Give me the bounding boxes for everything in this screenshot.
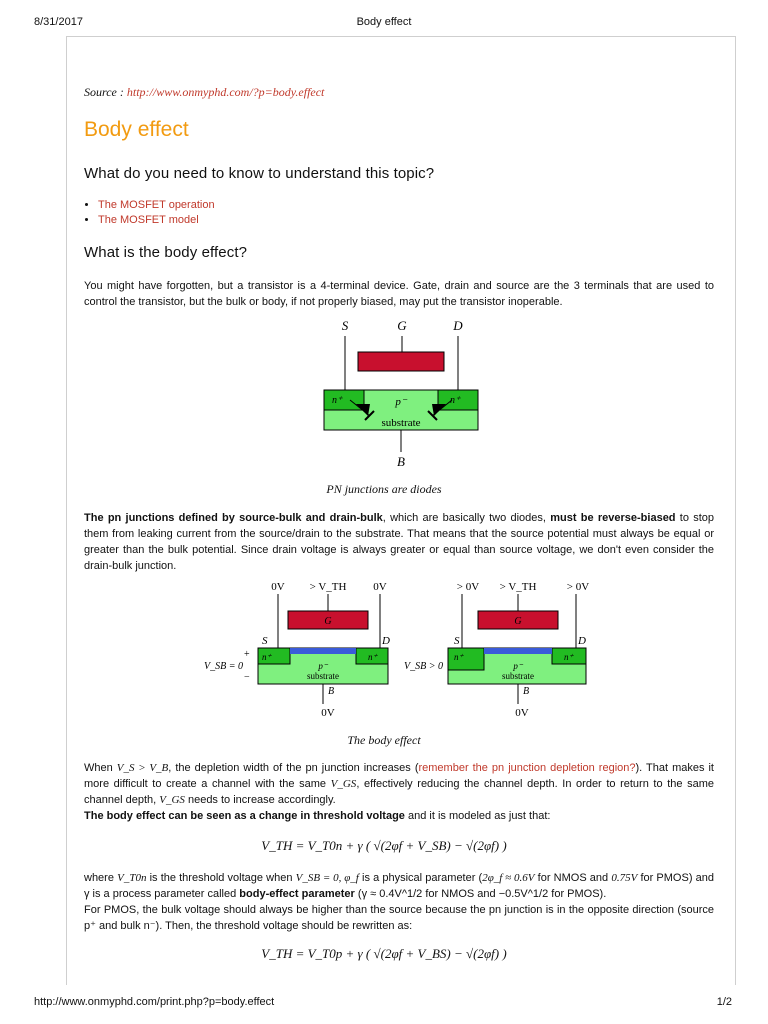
bulk-terminal-label: B bbox=[397, 454, 405, 469]
bold-text: body-effect parameter bbox=[239, 888, 355, 900]
svg-text:−: − bbox=[244, 672, 250, 683]
depletion-paragraph bbox=[84, 760, 714, 824]
math-inline: V_GS bbox=[330, 778, 357, 790]
text-span: for PMOS) and γ is a process parameter called bbox=[84, 872, 714, 900]
gate-electrode bbox=[358, 352, 444, 371]
text-span: to stop them from leaking current from the source/drain to the substrate. That means that the source potential must always be equal or greater than the bulk potential. Since drain voltage is always greater or equal than source voltage, we don't even consider the drain-bulk junction. bbox=[84, 512, 715, 572]
math-inline: V_SB = 0, φ_f bbox=[295, 872, 359, 884]
right-vsb-label: V_SB > 0 bbox=[404, 661, 443, 672]
prerequisite-list bbox=[84, 198, 215, 228]
left-vsb-label: V_SB = 0 bbox=[204, 661, 243, 672]
link-mosfet-model[interactable]: The MOSFET model bbox=[98, 214, 199, 226]
right-source-voltage: > 0V bbox=[456, 581, 480, 593]
figure2-caption: The body effect bbox=[347, 733, 421, 747]
svg-text:p⁻: p⁻ bbox=[318, 661, 328, 671]
svg-text:n⁺: n⁺ bbox=[262, 652, 272, 662]
svg-text:D: D bbox=[578, 635, 586, 647]
figure1-caption: PN junctions are diodes bbox=[326, 482, 442, 496]
math-inline: 0.75V bbox=[611, 872, 638, 884]
link-mosfet-operation[interactable]: The MOSFET operation bbox=[98, 199, 215, 211]
math-inline: V_T0n bbox=[117, 872, 147, 884]
svg-text:substrate: substrate bbox=[502, 671, 534, 681]
svg-text:+: + bbox=[244, 649, 250, 660]
svg-text:p⁻: p⁻ bbox=[513, 661, 523, 671]
left-gate-voltage: > V_TH bbox=[309, 581, 347, 593]
gate-terminal-label: G bbox=[397, 318, 407, 333]
svg-text:G: G bbox=[514, 616, 522, 627]
text-span: is the threshold voltage when bbox=[146, 872, 296, 884]
text-span: , which are basically two diodes, bbox=[382, 512, 551, 524]
print-date: 8/31/2017 bbox=[34, 16, 83, 28]
text-span: For PMOS, the bulk voltage should always be higher than the source because the pn junction is in the opposite direction (source p⁺ and bulk n⁻). Then, the threshold voltage should be rewritten as: bbox=[84, 904, 714, 932]
bold-text: The pn junctions defined by source-bulk and drain-bulk bbox=[84, 512, 383, 524]
parameters-paragraph bbox=[84, 870, 714, 934]
substrate-label: substrate bbox=[381, 417, 421, 429]
print-title: Body effect bbox=[356, 16, 412, 28]
text-span: and it is modeled as just that: bbox=[404, 810, 551, 822]
text-span: where bbox=[84, 872, 118, 884]
threshold-formula-nmos: V_TH = V_T0n + γ ( √(2φf + V_SB) − √(2φf) ) bbox=[261, 838, 507, 853]
svg-text:B: B bbox=[328, 686, 335, 697]
svg-text:G: G bbox=[324, 616, 332, 627]
source-link[interactable]: http://www.onmyphd.com/?p=body.effect bbox=[126, 85, 325, 99]
svg-text:n⁺: n⁺ bbox=[368, 652, 378, 662]
source-terminal-label: S bbox=[341, 318, 349, 333]
right-drain-voltage: > 0V bbox=[566, 581, 590, 593]
svg-text:substrate: substrate bbox=[307, 671, 339, 681]
bold-text: must be reverse-biased bbox=[550, 512, 676, 524]
source-line bbox=[84, 85, 324, 100]
left-bulk-voltage: 0V bbox=[321, 707, 335, 719]
text-span: for NMOS and bbox=[534, 872, 612, 884]
transistor-vsb-zero bbox=[204, 581, 390, 719]
math-inline: V_GS bbox=[159, 794, 185, 806]
text-span: ). That makes it more difficult to create a channel with the same bbox=[84, 762, 714, 790]
text-span: When bbox=[84, 762, 117, 774]
svg-text:S: S bbox=[262, 635, 268, 647]
svg-text:S: S bbox=[454, 635, 460, 647]
math-inline: V_S > V_B bbox=[116, 762, 169, 774]
n-plus-left-label: n⁺ bbox=[332, 395, 343, 406]
svg-text:n⁺: n⁺ bbox=[454, 652, 464, 662]
svg-text:B: B bbox=[523, 686, 530, 697]
footer-url: http://www.onmyphd.com/print.php?p=body.effect bbox=[34, 996, 275, 1008]
n-plus-right-label: n⁺ bbox=[450, 395, 461, 406]
threshold-formula-pmos: V_TH = V_T0p + γ ( √(2φf + V_BS) − √(2φf) ) bbox=[261, 946, 507, 961]
p-minus-label: p⁻ bbox=[395, 396, 407, 408]
text-span: needs to increase accordingly. bbox=[184, 794, 336, 806]
text-span: (γ ≈ 0.4V^1/2 for NMOS and −0.5V^1/2 for PMOS). bbox=[354, 888, 607, 900]
text-span: is a physical parameter ( bbox=[358, 872, 483, 884]
depletion-region-link[interactable]: remember the pn junction depletion region? bbox=[418, 762, 636, 774]
math-inline: 2φ_f ≈ 0.6V bbox=[482, 872, 535, 884]
page-title: Body effect bbox=[84, 118, 189, 141]
svg-text:D: D bbox=[382, 635, 390, 647]
transistor-vsb-positive bbox=[404, 581, 589, 719]
list-item bbox=[98, 213, 215, 228]
list-item bbox=[98, 198, 215, 213]
drain-terminal-label: D bbox=[453, 318, 463, 333]
left-source-voltage: 0V bbox=[271, 581, 285, 593]
pn-junction-diagram bbox=[300, 314, 500, 474]
section-heading-body-effect: What is the body effect? bbox=[84, 244, 248, 261]
intro-paragraph: You might have forgotten, but a transistor is a 4-terminal device. Gate, drain and source are the 3 terminals that are used to control the transistor, but the bulk or body, if not properly biased, may put the transistor inoperable. bbox=[84, 280, 714, 308]
left-drain-voltage: 0V bbox=[373, 581, 387, 593]
text-span: , effectively reducing the channel depth. In order to return to the same channel depth, bbox=[84, 778, 714, 806]
svg-text:n⁺: n⁺ bbox=[564, 652, 574, 662]
text-span: , the depletion width of the pn junction increases ( bbox=[168, 762, 419, 774]
diodes-paragraph bbox=[84, 510, 714, 574]
section-heading-prerequisites: What do you need to know to understand this topic? bbox=[84, 165, 435, 182]
bold-text: The body effect can be seen as a change in threshold voltage bbox=[84, 810, 405, 822]
body-effect-diagram bbox=[200, 576, 600, 726]
footer-page-number: 1/2 bbox=[716, 996, 732, 1008]
svg-text:0V: 0V bbox=[515, 707, 529, 719]
right-gate-voltage: > V_TH bbox=[499, 581, 537, 593]
source-label: Source : bbox=[84, 85, 124, 99]
